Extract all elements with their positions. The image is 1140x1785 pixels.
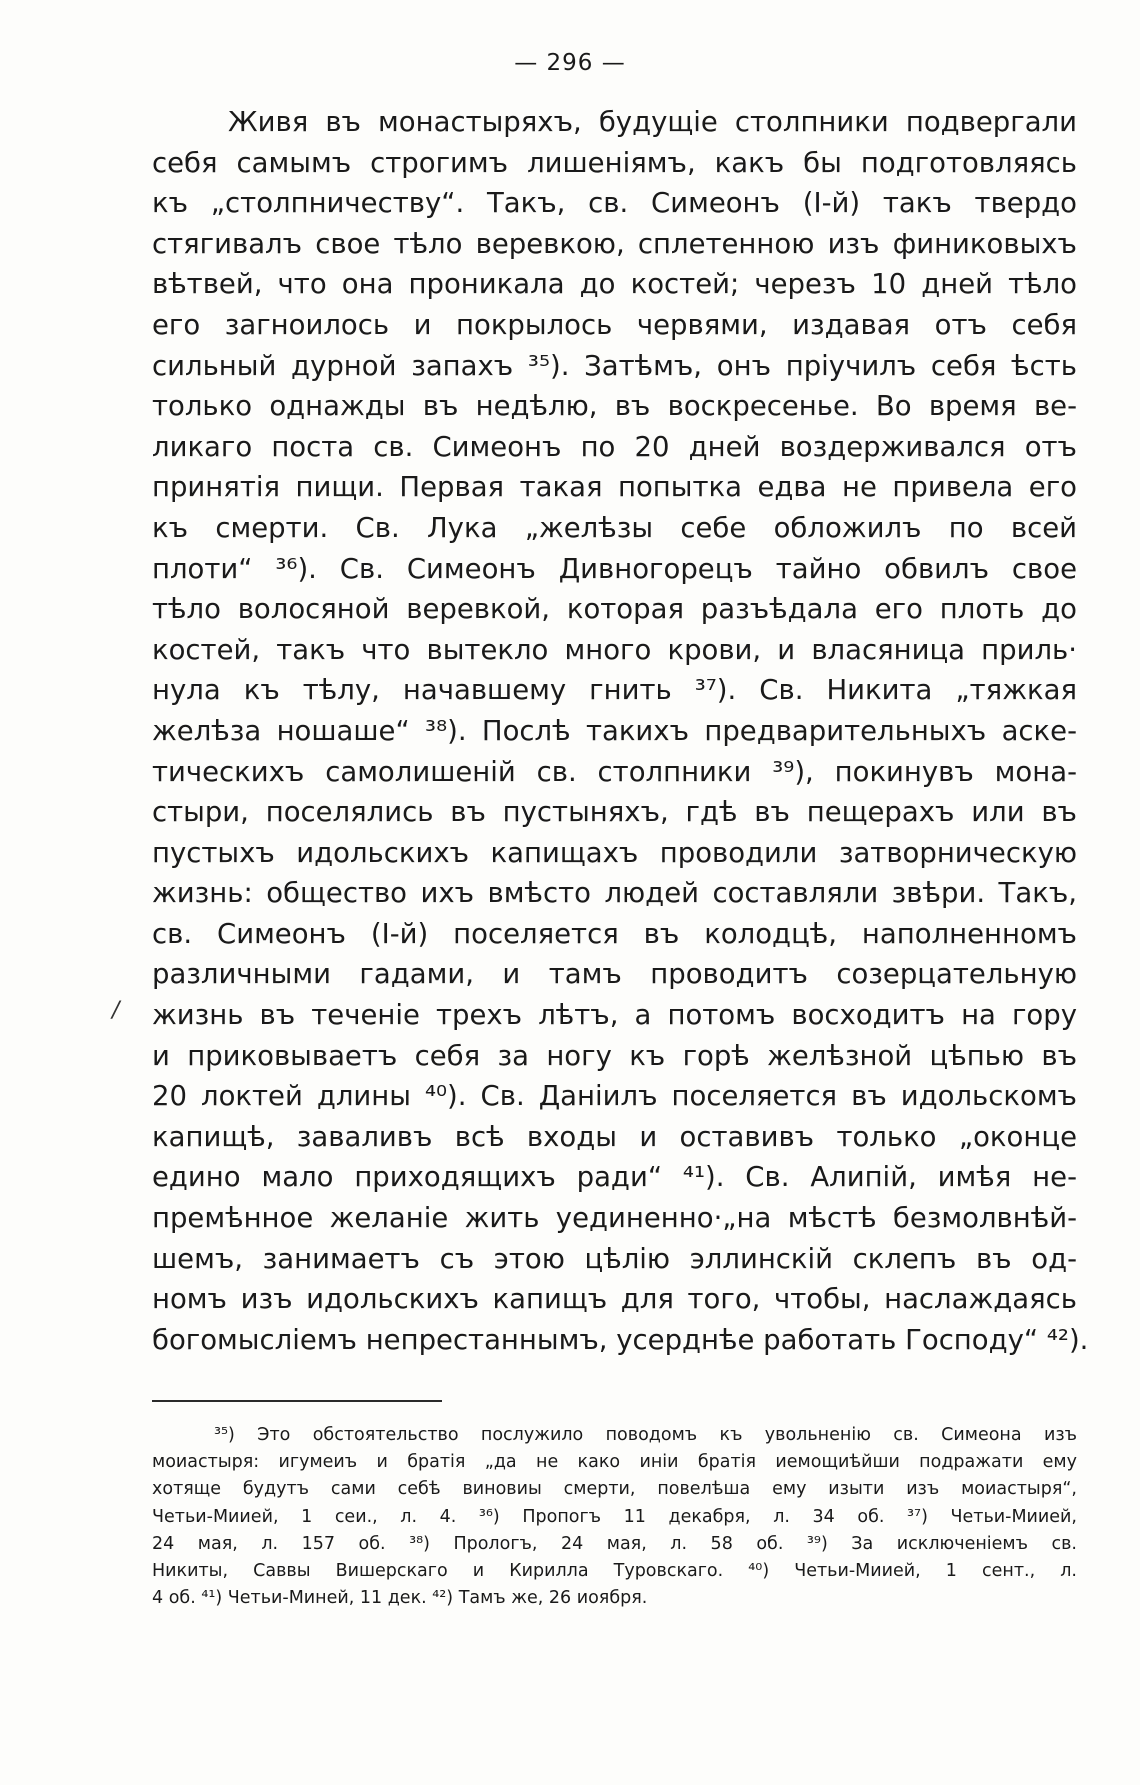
- page-number: — 296 —: [514, 50, 626, 76]
- footnote-line: 4 об. ⁴¹) Четьи-Миней, 11 дек. ⁴²) Тамъ же, 26 иоября.: [152, 1588, 648, 1609]
- text-line: 20 локтей длины ⁴⁰). Св. Даніилъ поселяется въ идольскомъ: [152, 1080, 1077, 1113]
- text-line: плоти“ ³⁶). Св. Симеонъ Дивногорецъ тайно обвилъ свое: [152, 552, 1077, 585]
- footnote-rule: [152, 1400, 442, 1402]
- text-line: ликаго поста св. Симеонъ по 20 дней воздерживался отъ: [152, 430, 1077, 463]
- footnote-line: 24 мая, л. 157 об. ³⁸) Прологъ, 24 мая, л. 58 об. ³⁹) За исключеніемъ св.: [152, 1533, 1077, 1554]
- footnote-line: моиастыря: игумеиъ и братія „да не како иніи братія иемощиѣйши подражати ему: [152, 1452, 1077, 1473]
- text-line: стягивалъ свое тѣло веревкою, сплетенною изъ финиковыхъ: [152, 227, 1077, 260]
- margin-mark: /: [112, 998, 120, 1023]
- text-line: принятія пищи. Первая такая попытка едва не привела его: [152, 471, 1077, 504]
- text-line: вѣтвей, что она проникала до костей; черезъ 10 дней тѣло: [152, 268, 1077, 301]
- footnote-line: хотяще будутъ сами себѣ виновиы смерти, повелѣша ему изыти изъ моиастыря“,: [152, 1479, 1077, 1500]
- text-line: Живя въ монастыряхъ, будущіе столпники подвергали: [228, 106, 1077, 138]
- text-line: только однажды въ недѣлю, въ воскресенье. Во время ве-: [152, 390, 1077, 423]
- footnote-line: Никиты, Саввы Вишерскаго и Кирилла Туровскаго. ⁴⁰) Четьи-Миией, 1 сент., л.: [152, 1560, 1077, 1581]
- footnote-line: Четьи-Миией, 1 сеи., л. 4. ³⁶) Пропогъ 11 декабря, л. 34 об. ³⁷) Четьи-Миией,: [152, 1506, 1077, 1527]
- text-line: богомысліемъ непрестаннымъ, усерднѣе работать Господу“ ⁴²).: [152, 1323, 1089, 1356]
- text-line: тическихъ самолишеній св. столпники ³⁹), покинувъ мона-: [152, 755, 1077, 788]
- text-line: пустыхъ идольскихъ капищахъ проводили затворническую: [152, 836, 1077, 869]
- text-line: тѣло волосяной веревкой, которая разъѣдала его плоть до: [152, 593, 1077, 626]
- text-line: номъ изъ идольскихъ капищъ для того, чтобы, наслаждаясь: [152, 1283, 1077, 1316]
- text-line: едино мало приходящихъ ради“ ⁴¹). Св. Алипій, имѣя не-: [152, 1161, 1077, 1194]
- text-line: нула къ тѣлу, начавшему гнить ³⁷). Св. Никита „тяжкая: [152, 674, 1077, 707]
- text-line: шемъ, занимаетъ съ этою цѣлію эллинскій склепъ въ од-: [152, 1242, 1077, 1275]
- text-line: себя самымъ строгимъ лишеніямъ, какъ бы подготовляясь: [152, 146, 1077, 179]
- text-line: и приковываетъ себя за ногу къ горѣ желѣзной цѣпью въ: [152, 1039, 1077, 1072]
- text-line: стыри, поселялись въ пустыняхъ, гдѣ въ пещерахъ или въ: [152, 796, 1077, 829]
- text-line: сильный дурной запахъ ³⁵). Затѣмъ, онъ пріучилъ себя ѣсть: [152, 349, 1077, 382]
- text-line: желѣза ношаше“ ³⁸). Послѣ такихъ предварительныхъ аске-: [152, 714, 1077, 747]
- text-line: различными гадами, и тамъ проводитъ созерцательную: [152, 958, 1077, 991]
- text-line: костей, такъ что вытекло много крови, и власяница приль·: [152, 633, 1077, 666]
- text-line: премѣнное желаніе жить уединенно·„на мѣстѣ безмолвнѣй-: [152, 1202, 1077, 1235]
- text-line: къ „столпничеству“. Такъ, св. Симеонъ (І-й) такъ твердо: [152, 187, 1077, 220]
- text-line: жизнь въ теченіе трехъ лѣтъ, а потомъ восходитъ на гору: [152, 999, 1077, 1032]
- text-line: жизнь: общество ихъ вмѣсто людей составляли звѣри. Такъ,: [152, 877, 1077, 910]
- text-line: св. Симеонъ (І-й) поселяется въ колодцѣ, наполненномъ: [152, 917, 1077, 950]
- footnote-line: ³⁵) Это обстоятельство послужило поводомъ къ увольненію св. Симеона изъ: [214, 1425, 1077, 1445]
- main-text: [152, 102, 1089, 1360]
- text-line: къ смерти. Св. Лука „желѣзы себе обложилъ по всей: [152, 511, 1077, 544]
- text-line: его загноилось и покрылось червями, издавая отъ себя: [152, 308, 1077, 341]
- footnotes: [152, 1422, 1077, 1612]
- text-line: капищѣ, заваливъ всѣ входы и оставивъ только „оконце: [152, 1120, 1077, 1153]
